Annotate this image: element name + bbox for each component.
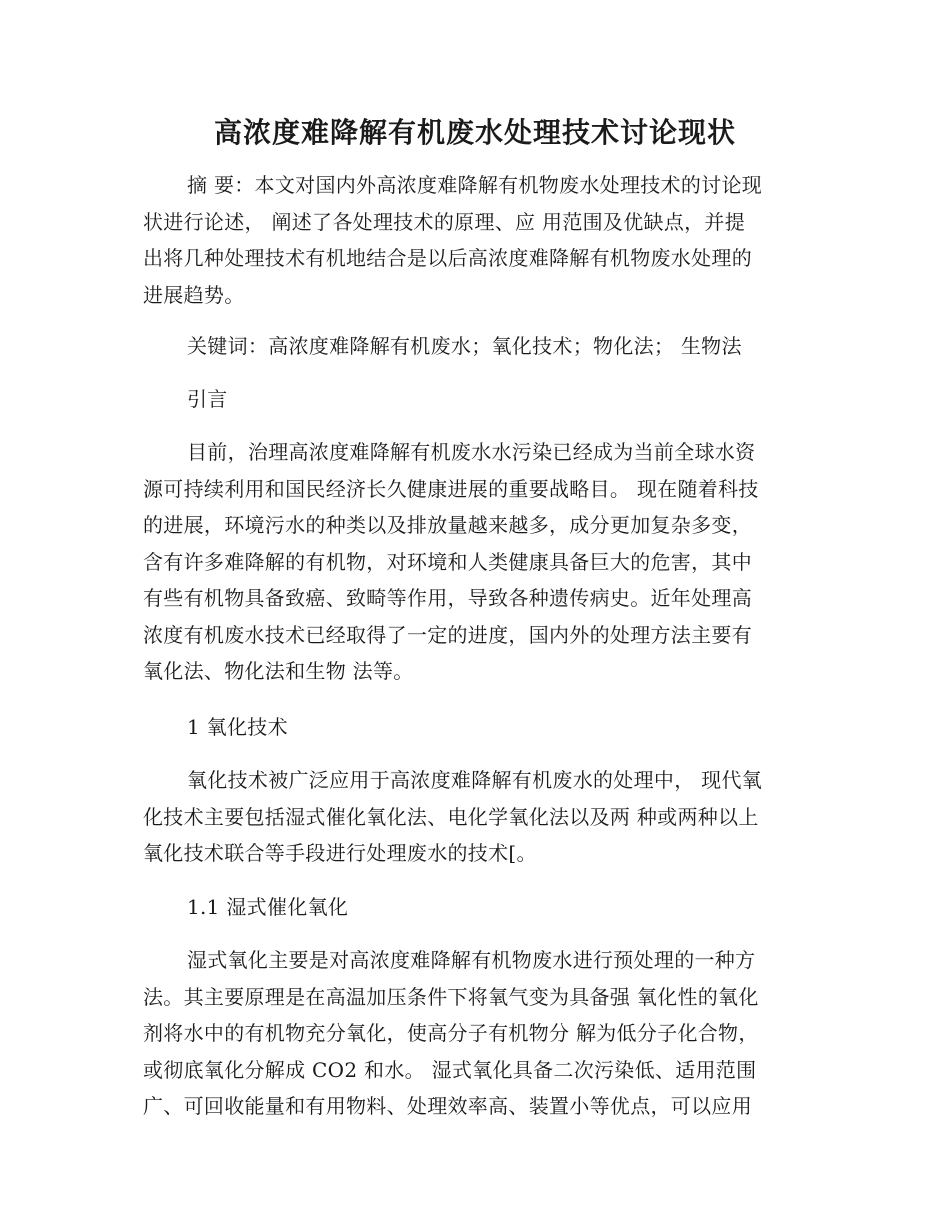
abstract-paragraph xyxy=(143,167,808,313)
section-1-line: 化技术主要包括湿式催化氧化法、电化学氧化法以及两 种或两种以上 xyxy=(143,804,759,829)
abstract-line: 状进行论述， 阐述了各处理技术的原理、应 用范围及优缺点，并提 xyxy=(143,209,746,234)
intro-paragraph xyxy=(143,434,808,690)
abstract-line: 进展趋势。 xyxy=(143,282,245,307)
intro-line: 氧化法、物化法和生物 法等。 xyxy=(143,659,414,683)
section-1-1-paragraph xyxy=(143,942,808,1125)
section-1-1-line: 法。其主要原理是在高温加压条件下将氧气变为具备强 氧化性的氧化 xyxy=(143,984,759,1009)
intro-line: 源可持续利用和国民经济长久健康进展的重要战略目。 现在随着科技 xyxy=(143,476,759,501)
section-1-1-heading-text: 1.1 湿式催化氧化 xyxy=(187,895,349,919)
keywords-paragraph xyxy=(143,328,808,365)
intro-line: 的进展，环境污水的种类以及排放量越来越多，成分更加复杂多变， xyxy=(143,513,752,537)
intro-line: 有些有机物具备致癌、致畸等作用，导致各种遗传病史。近年处理高 xyxy=(143,586,752,610)
section-1-1-line: 或彻底氧化分解成 CO2 和水。 湿式氧化具备二次污染低、适用范围 xyxy=(143,1057,757,1082)
section-1-heading-text: 1 氧化技术 xyxy=(187,715,288,739)
intro-line: 目前，治理高浓度难降解有机废水水污染已经成为当前全球水资 xyxy=(187,440,756,464)
section-1-1-line: 剂将水中的有机物充分氧化，使高分子有机物分 解为低分子化合物， xyxy=(143,1021,759,1045)
abstract-line: 出将几种处理技术有机地结合是以后高浓度难降解有机物废水处理的 xyxy=(143,246,752,270)
intro-heading xyxy=(143,381,808,418)
intro-line: 浓度有机废水技术已经取得了一定的进度，国内外的处理方法主要有 xyxy=(143,622,752,647)
section-1-1-line: 湿式氧化主要是对高浓度难降解有机物废水进行预处理的一种方 xyxy=(187,948,756,972)
section-1-line: 氧化技术联合等手段进行处理废水的技术[。 xyxy=(143,841,537,865)
section-1-1-heading xyxy=(143,889,808,926)
section-1-1-line: 广、可回收能量和有用物料、处理效率高、装置小等优点，可以应用 xyxy=(143,1094,752,1118)
intro-line: 含有许多难降解的有机物，对环境和人类健康具备巨大的危害，其中 xyxy=(143,549,752,574)
section-1-paragraph xyxy=(143,762,808,872)
intro-heading-text: 引言 xyxy=(187,387,228,411)
abstract-line: 摘 要：本文对国内外高浓度难降解有机物废水处理技术的讨论现 xyxy=(187,173,763,197)
keywords-line: 关键词：高浓度难降解有机废水；氧化技术；物化法； 生物法 xyxy=(187,334,742,358)
document-title: 高浓度难降解有机废水处理技术讨论现状 xyxy=(213,116,736,149)
section-1-line: 氧化技术被广泛应用于高浓度难降解有机废水的处理中， 现代氧 xyxy=(187,768,763,792)
section-1-heading xyxy=(143,709,808,746)
